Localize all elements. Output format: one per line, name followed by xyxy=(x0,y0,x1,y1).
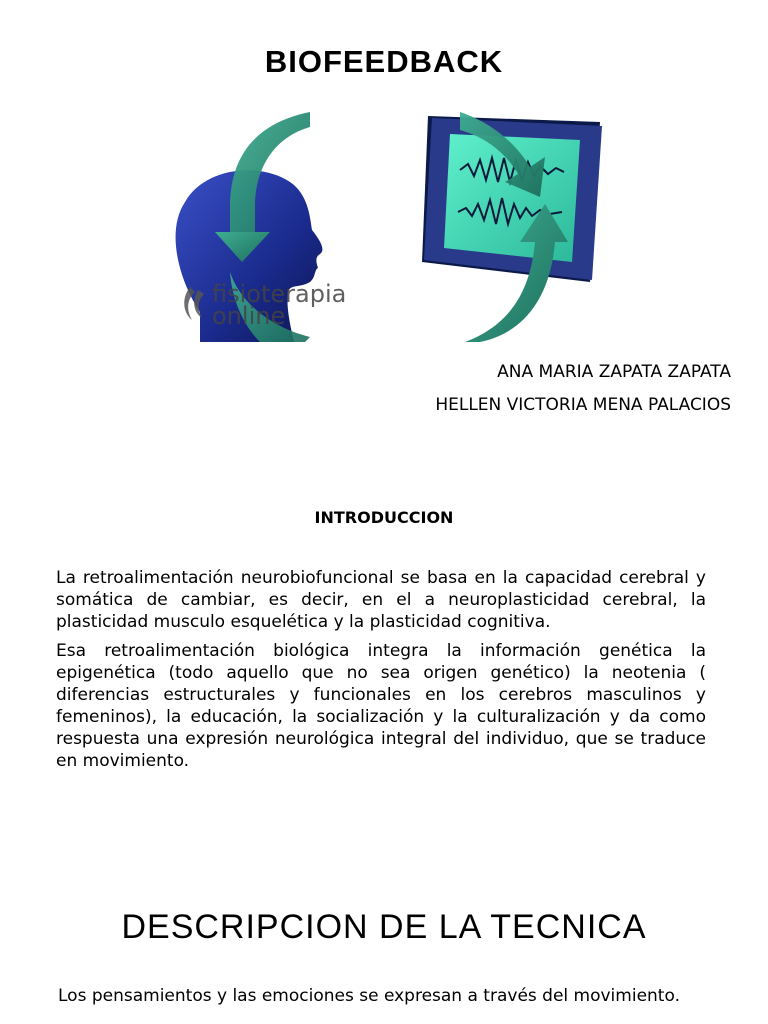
biofeedback-illustration xyxy=(160,112,620,342)
author-name: ANA MARIA ZAPATA ZAPATA xyxy=(497,362,731,382)
section-heading: DESCRIPCION DE LA TECNICA xyxy=(121,908,647,946)
watermark-line1: fisioterapia xyxy=(212,280,347,308)
section-paragraph: Los pensamientos y las emociones se expresan a través del movimiento. xyxy=(58,986,680,1006)
intro-paragraph: La retroalimentación neurobiofuncional se basa en la capacidad cerebral y somática de cambiar, es decir, en el a neuroplasticidad cerebral, la plasticidad musculo esquelética y la plasticidad cognitiva. xyxy=(56,568,706,632)
intro-heading: INTRODUCCION xyxy=(314,508,454,527)
page-title: BIOFEEDBACK xyxy=(264,44,504,79)
authors xyxy=(435,356,731,422)
author-name: HELLEN VICTORIA MENA PALACIOS xyxy=(435,395,731,415)
watermark-line2: online xyxy=(212,302,286,330)
intro-paragraph: Esa retroalimentación biológica integra la información genética la epigenética (todo aquello que no sea origen genético) la neotenia ( diferencias estructurales y funcionales en los cerebros masculinos y femeninos), la educación, la socialización y la culturalización y da como respuesta una expresión neurológica integral del individuo, que se traduce en movimiento. xyxy=(56,641,706,771)
monitor-icon xyxy=(422,116,602,282)
